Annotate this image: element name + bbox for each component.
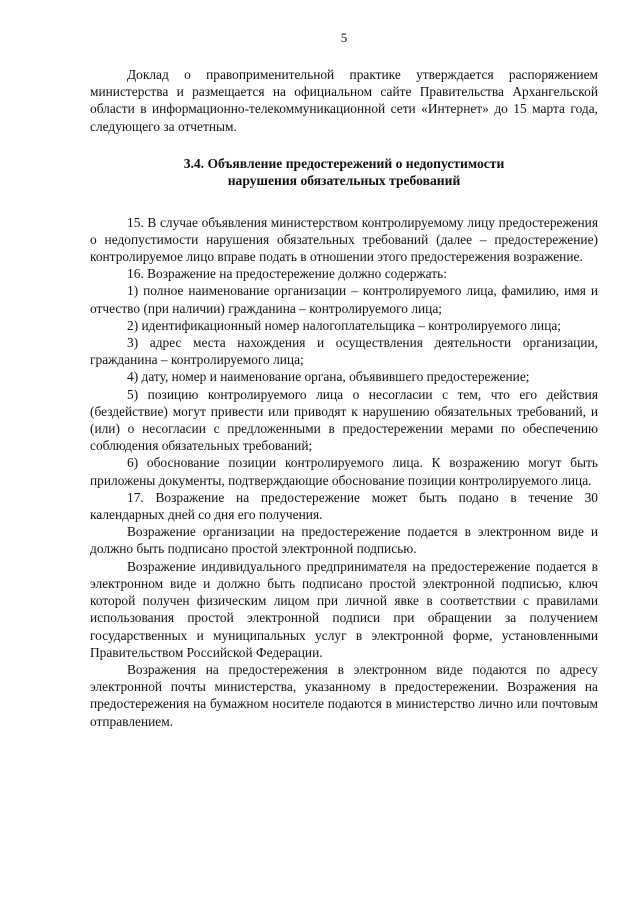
section-heading bbox=[90, 155, 598, 190]
document-page bbox=[90, 30, 598, 730]
list-item-5: 5) позицию контролируемого лица о несогласии с тем, что его действия (бездействие) могут привести или приводят к нарушению обязательных требований, и (или) о несогласии с предложенными в предостережении мерами по обеспечению соблюдения обязательных требований; bbox=[90, 386, 598, 454]
list-item-1: 1) полное наименование организации – контролируемого лица, фамилию, имя и отчество (при наличии) гражданина – контролируемого лица; bbox=[90, 283, 598, 316]
paragraph-entrepreneur-objection: Возражение индивидуального предпринимателя на предостережение подается в электронном виде и должно быть подписано простой электронной подписью, ключ которой получен физическим лицом при личной явке в соответствии с правилами использования простой электронной подписи при обращении за получением государственных и муниципальных услуг в электронной форме, установленными Правительством Российской Федерации. bbox=[90, 558, 598, 660]
section-heading-line-2: нарушения обязательных требований bbox=[227, 173, 461, 189]
list-item-2: 2) идентификационный номер налогоплательщика – контролируемого лица; bbox=[127, 317, 562, 333]
list-item-4: 4) дату, номер и наименование органа, объявившего предостережение; bbox=[127, 369, 530, 385]
intro-paragraph: Доклад о правоприменительной практике утверждается распоряжением министерства и размещается на официальном сайте Правительства Архангельской области в информационно-телекоммуникационной сети «Интернет» до 15 марта года, следующего за отчетным. bbox=[90, 67, 598, 134]
section-heading-line-1: 3.4. Объявление предостережений о недопустимости bbox=[183, 155, 505, 171]
list-item-3: 3) адрес места нахождения и осуществления деятельности организации, гражданина – контролируемого лица; bbox=[90, 335, 598, 368]
page-number: 5 bbox=[340, 30, 348, 45]
paragraph-submission-methods: Возражения на предостережения в электронном виде подаются по адресу электронной почты министерства, указанному в предостережении. Возражения на предостережения на бумажном носителе подаются в министерство лично или почтовым отправлением. bbox=[90, 661, 598, 729]
paragraph-17: 17. Возражение на предостережение может быть подано в течение 30 календарных дней со дня его получения. bbox=[90, 489, 598, 523]
paragraph-organization-objection: Возражение организации на предостережение подается в электронном виде и должно быть подписано простой электронной подписью. bbox=[90, 524, 598, 557]
paragraph-16: 16. Возражение на предостережение должно содержать: bbox=[127, 266, 447, 282]
paragraph-15: 15. В случае объявления министерством контролируемому лицу предостережения о недопустимости нарушения обязательных требований (далее – предостережение) контролируемое лицо вправе подать в отношении этого предостережения возражение. bbox=[90, 214, 598, 265]
list-item-6: 6) обоснование позиции контролируемого лица. К возражению могут быть приложены документы, подтверждающие обоснование позиции контролируемого лица. bbox=[90, 455, 598, 488]
